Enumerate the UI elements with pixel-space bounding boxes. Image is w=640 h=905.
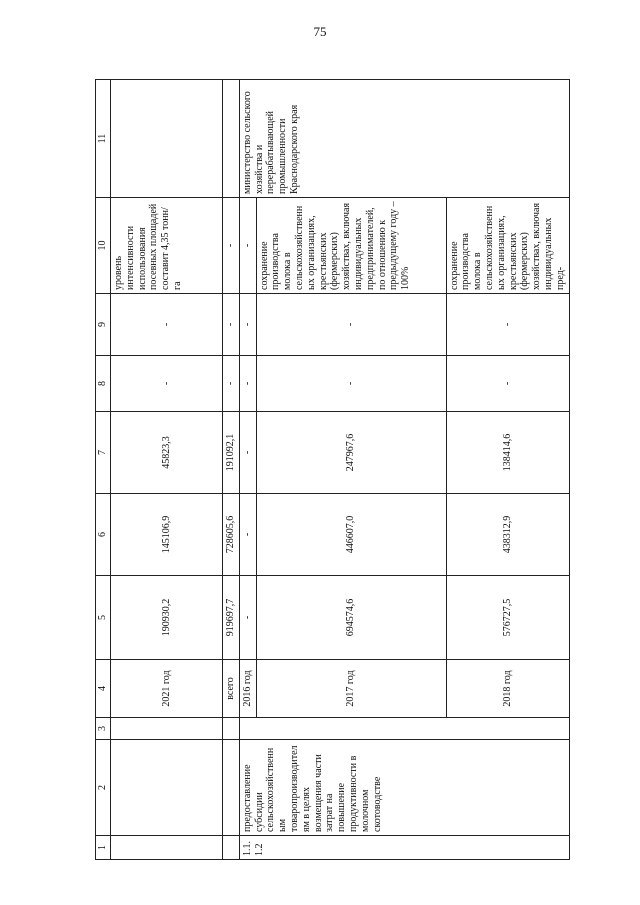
rotated-table-container	[95, 80, 566, 860]
col-num-9: 9	[96, 294, 111, 356]
value-col6: 446607,0	[256, 494, 446, 576]
table-row-total	[223, 80, 240, 860]
table-row-2021	[111, 80, 223, 860]
empty-cell	[223, 80, 240, 198]
empty-cell	[223, 718, 240, 740]
total-col6: 728605,6	[223, 494, 240, 576]
program-table	[95, 79, 570, 860]
value-col5: -	[239, 576, 256, 660]
empty-cell	[223, 836, 240, 860]
value-col5: 190930,2	[111, 576, 223, 660]
col-num-8: 8	[96, 356, 111, 412]
value-col7: 138414,6	[446, 412, 569, 494]
col-num-3: 3	[96, 718, 111, 740]
col-num-2: 2	[96, 740, 111, 836]
empty-cell	[111, 836, 223, 860]
result-text: уровень интенсивности использования посевных площадей составит 4,35 тонн/га	[111, 198, 223, 294]
value-col8: -	[239, 356, 256, 412]
value-col8: -	[446, 356, 569, 412]
result-text: сохранение производства молока в сельскохозяйственных организациях, крестьянских (фермерских) хозяйствах, включая индивидуальных пред-	[446, 198, 569, 294]
value-col5: 576727,5	[446, 576, 569, 660]
value-col6: -	[239, 494, 256, 576]
value-col5: 694574,6	[256, 576, 446, 660]
total-col5: 919697,7	[223, 576, 240, 660]
year-cell: 2018 год	[446, 660, 569, 718]
item-code: 1.1.1.2	[239, 836, 569, 860]
col-num-11: 11	[96, 80, 111, 198]
year-cell: 2021 год	[111, 660, 223, 718]
executor: министерство сельского хозяйства и перерабатывающей промышленности Краснодарского края	[239, 80, 569, 198]
value-col6: 438312,9	[446, 494, 569, 576]
item-description: предоставление субсидии сельскохозяйственным товаропроизводителям в целях возмещения части затрат на повышение продуктивности в молочном скотоводстве	[239, 740, 569, 836]
value-col9: -	[256, 294, 446, 356]
page-number: 75	[313, 24, 327, 39]
empty-cell	[239, 718, 569, 740]
col-num-6: 6	[96, 494, 111, 576]
col-num-1: 1	[96, 836, 111, 860]
table-row-2016	[239, 80, 256, 860]
col-num-10: 10	[96, 198, 111, 294]
value-col8: -	[256, 356, 446, 412]
value-col8: -	[111, 356, 223, 412]
empty-cell	[111, 80, 223, 198]
total-label: всего	[223, 660, 240, 718]
value-col7: 247967,6	[256, 412, 446, 494]
year-cell: 2017 год	[256, 660, 446, 718]
column-number-row	[96, 80, 111, 860]
value-col9: -	[239, 294, 256, 356]
total-col10: -	[223, 198, 240, 294]
col-num-7: 7	[96, 412, 111, 494]
value-col9: -	[446, 294, 569, 356]
col-num-4: 4	[96, 660, 111, 718]
col-num-5: 5	[96, 576, 111, 660]
value-col6: 145106,9	[111, 494, 223, 576]
value-col7: -	[239, 412, 256, 494]
total-col9: -	[223, 294, 240, 356]
total-col7: 191092,1	[223, 412, 240, 494]
value-col7: 45823,3	[111, 412, 223, 494]
year-cell: 2016 год	[239, 660, 256, 718]
value-col10: -	[239, 198, 256, 294]
result-text: сохранение производства молока в сельскохозяйственных организациях, крестьянских (фермерских) хозяйствах, включая индивидуальных предпринимателей, по отношению к предыдущему году – 100%	[256, 198, 446, 294]
total-col8: -	[223, 356, 240, 412]
empty-cell	[223, 740, 240, 836]
empty-cell	[111, 740, 223, 836]
empty-cell	[111, 718, 223, 740]
value-col9: -	[111, 294, 223, 356]
